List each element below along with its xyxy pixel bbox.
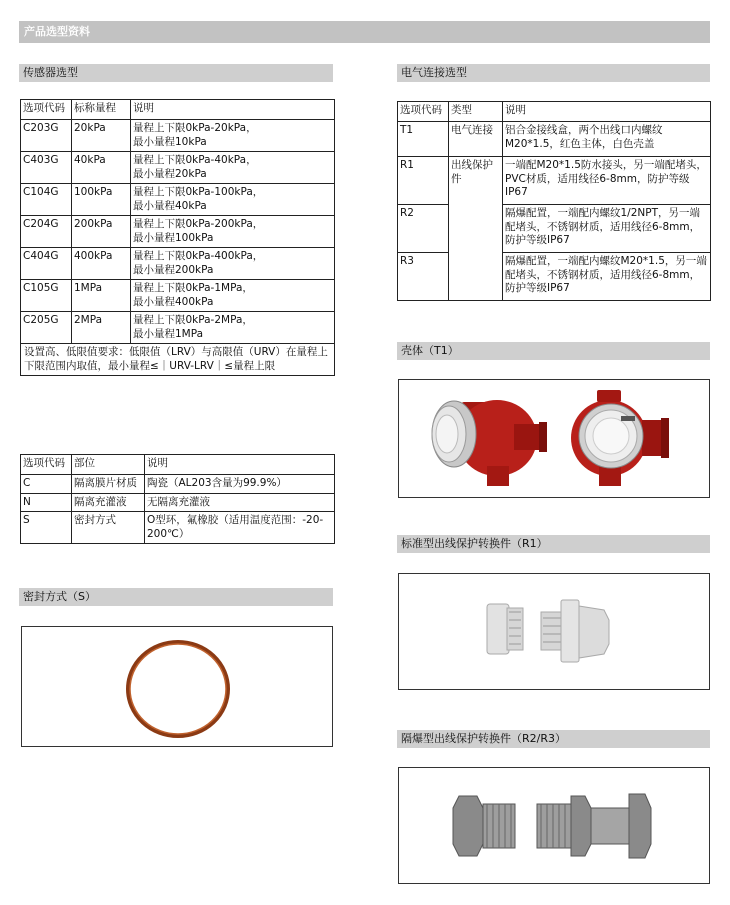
page-title: 产品选型资料 xyxy=(19,21,710,43)
explosion-fitting-image xyxy=(399,768,709,883)
explosion-section-title: 隔爆型出线保护转换件（R2/R3） xyxy=(397,730,710,748)
cell-part: 密封方式 xyxy=(72,512,145,544)
cell-part: 隔离膜片材质 xyxy=(72,475,145,494)
header-part: 部位 xyxy=(72,455,145,475)
electrical-table xyxy=(397,101,711,301)
steel-plug xyxy=(453,796,515,856)
cell-range: 100kPa xyxy=(72,184,131,216)
header-code: 选项代码 xyxy=(398,102,449,122)
table-row xyxy=(21,475,335,494)
cell-range: 2MPa xyxy=(72,312,131,344)
cell-desc: 隔爆配置，一端配内螺纹1/2NPT，另一端配堵头，不锈钢材质，适用线径6-8mm，防护等级IP67 xyxy=(503,205,711,253)
sensor-section-title: 传感器选型 xyxy=(19,64,333,82)
table-row xyxy=(21,512,335,544)
cell-desc: O型环，氟橡胶（适用温度范围：-20-200℃） xyxy=(145,512,335,544)
table-row xyxy=(21,493,335,512)
cell-desc: 一端配M20*1.5防水接头，另一端配堵头，PVC材质，适用线径6-8mm，防护等级IP67 xyxy=(503,157,711,205)
table-header-row xyxy=(398,102,711,122)
sensor-note: 设置高、低限值要求：低限值（LRV）与高限值（URV）在量程上下限范围内取值，最小量程≤｜URV-LRV｜≤量程上限 xyxy=(21,344,335,376)
cell-desc: 陶瓷（AL203含量为99.9%） xyxy=(145,475,335,494)
cell-code: S xyxy=(21,512,72,544)
cell-code: T1 xyxy=(398,122,449,157)
cell-range: 200kPa xyxy=(72,216,131,248)
cell-code: C105G xyxy=(21,280,72,312)
explosion-image-box xyxy=(398,767,710,884)
housing-image xyxy=(399,380,709,497)
cell-code: R2 xyxy=(398,205,449,253)
cell-code: C204G xyxy=(21,216,72,248)
material-table xyxy=(20,454,335,544)
cell-desc: 量程上下限0kPa-200kPa， 最小量程100kPa xyxy=(131,216,335,248)
table-row xyxy=(21,248,335,280)
cell-code: C xyxy=(21,475,72,494)
standard-image-box xyxy=(398,573,710,690)
cell-part: 隔离充灌液 xyxy=(72,493,145,512)
header-desc: 说明 xyxy=(145,455,335,475)
cell-code: C205G xyxy=(21,312,72,344)
standard-fitting-image xyxy=(399,574,709,689)
standard-section-title: 标准型出线保护转换件（R1） xyxy=(397,535,710,553)
header-code: 选项代码 xyxy=(21,100,72,120)
cell-code: C404G xyxy=(21,248,72,280)
table-row xyxy=(398,122,711,157)
sensor-table xyxy=(20,99,335,376)
cell-desc: 无隔离充灌液 xyxy=(145,493,335,512)
pvc-plug xyxy=(487,604,523,654)
cell-code: C403G xyxy=(21,152,72,184)
table-row xyxy=(21,184,335,216)
table-row xyxy=(398,157,711,205)
seal-section-title: 密封方式（S） xyxy=(19,588,333,606)
header-code: 选项代码 xyxy=(21,455,72,475)
header-desc: 说明 xyxy=(131,100,335,120)
oring-image xyxy=(22,627,332,746)
cell-code: R3 xyxy=(398,253,449,301)
cell-desc: 隔爆配置，一端配内螺纹M20*1.5，另一端配堵头，不锈钢材质，适用线径6-8mm，防护等级IP67 xyxy=(503,253,711,301)
cell-desc: 量程上下限0kPa-40kPa， 最小量程20kPa xyxy=(131,152,335,184)
cell-range: 400kPa xyxy=(72,248,131,280)
cell-desc: 量程上下限0kPa-1MPa， 最小量程400kPa xyxy=(131,280,335,312)
table-row xyxy=(21,216,335,248)
cell-type: 出线保护件 xyxy=(449,157,503,301)
cell-desc: 量程上下限0kPa-2MPa， 最小量程1MPa xyxy=(131,312,335,344)
table-row xyxy=(21,120,335,152)
cell-desc: 量程上下限0kPa-100kPa， 最小量程40kPa xyxy=(131,184,335,216)
table-row xyxy=(21,280,335,312)
table-row xyxy=(398,205,711,253)
cell-desc: 铝合金接线盒，两个出线口内螺纹M20*1.5，红色主体，白色壳盖 xyxy=(503,122,711,157)
table-row xyxy=(21,312,335,344)
header-range: 标称量程 xyxy=(72,100,131,120)
header-desc: 说明 xyxy=(503,102,711,122)
pvc-cable-gland xyxy=(541,600,609,662)
cell-range: 1MPa xyxy=(72,280,131,312)
housing-side-view xyxy=(432,400,547,486)
table-header-row xyxy=(21,100,335,120)
housing-image-box xyxy=(398,379,710,498)
table-note-row xyxy=(21,344,335,376)
cell-range: 40kPa xyxy=(72,152,131,184)
cell-range: 20kPa xyxy=(72,120,131,152)
housing-front-view xyxy=(571,390,669,486)
housing-section-title: 壳体（T1） xyxy=(397,342,710,360)
cell-code: N xyxy=(21,493,72,512)
oring-image-box xyxy=(21,626,333,747)
cell-desc: 量程上下限0kPa-400kPa， 最小量程200kPa xyxy=(131,248,335,280)
cell-code: C104G xyxy=(21,184,72,216)
electrical-section-title: 电气连接选型 xyxy=(397,64,710,82)
cell-code: R1 xyxy=(398,157,449,205)
header-type: 类型 xyxy=(449,102,503,122)
cell-code: C203G xyxy=(21,120,72,152)
cell-desc: 量程上下限0kPa-20kPa， 最小量程10kPa xyxy=(131,120,335,152)
cell-type: 电气连接 xyxy=(449,122,503,157)
table-row xyxy=(398,253,711,301)
table-row xyxy=(21,152,335,184)
steel-cable-gland xyxy=(537,794,651,858)
table-header-row xyxy=(21,455,335,475)
